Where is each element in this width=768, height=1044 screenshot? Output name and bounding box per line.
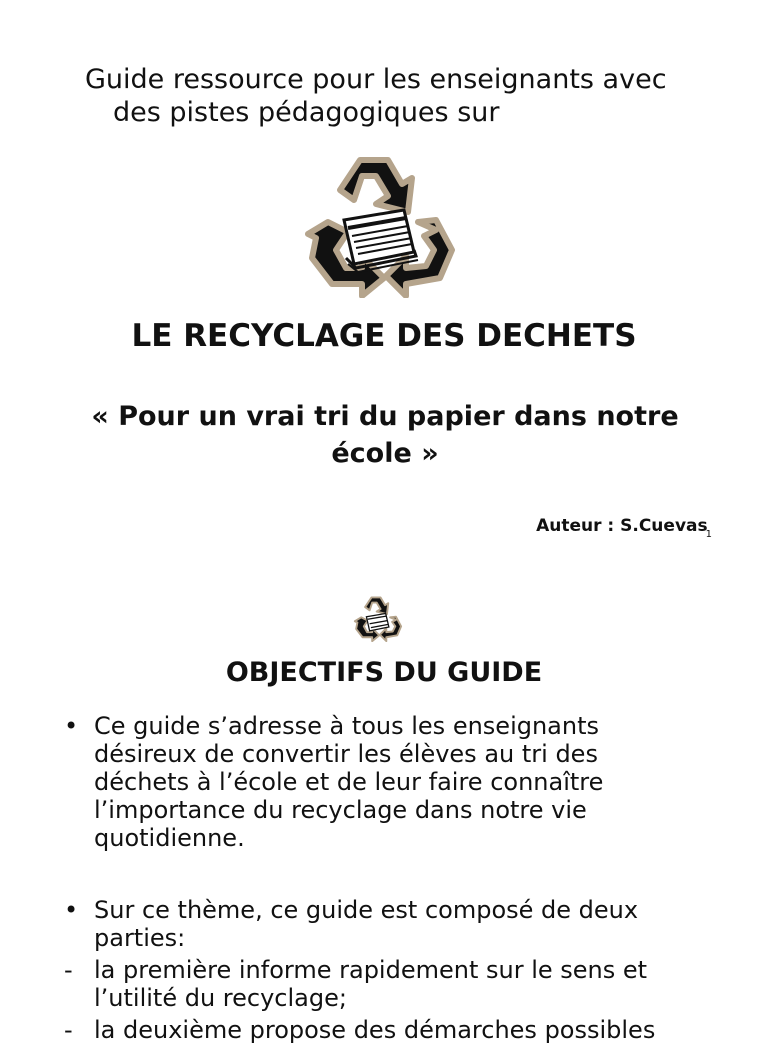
- list-item: [64, 712, 744, 852]
- bullet-marker: •: [64, 712, 79, 740]
- list-item-line: l’utilité du recyclage;: [94, 984, 347, 1012]
- document-subtitle: [40, 398, 730, 472]
- document-title: LE RECYCLAGE DES DECHETS: [131, 318, 637, 354]
- list-item-line: l’importance du recyclage dans notre vie: [94, 796, 587, 824]
- subtitle-line-1: « Pour un vrai tri du papier dans notre: [91, 401, 679, 432]
- list-item: [64, 1016, 744, 1044]
- footnote-marker: 1: [705, 529, 712, 540]
- list-item-line: parties:: [94, 924, 186, 952]
- subtitle-line-2: école »: [331, 438, 439, 469]
- recycle-newspaper-icon: [296, 150, 458, 298]
- intro-line-2: des pistes pédagogiques sur: [113, 97, 500, 128]
- list-item-line: quotidienne.: [94, 824, 245, 852]
- bullet-marker: •: [64, 896, 79, 924]
- list-item-line: désireux de convertir les élèves au tri des: [94, 740, 598, 768]
- dash-marker: -: [64, 956, 73, 984]
- list-item: [64, 896, 744, 952]
- list-item-line: la première informe rapidement sur le sens et: [94, 956, 648, 984]
- recycle-newspaper-small-icon: [351, 594, 403, 642]
- list-item-line: déchets à l’école et de leur faire connaître: [94, 768, 604, 796]
- intro-line-1: Guide ressource pour les enseignants avec: [85, 64, 667, 95]
- list-item-line: la deuxième propose des démarches possibles: [94, 1016, 656, 1044]
- author-text: Auteur : S.Cuevas: [536, 516, 708, 536]
- dash-marker: -: [64, 1016, 73, 1044]
- list-item-line: Ce guide s’adresse à tous les enseignants: [94, 712, 600, 740]
- list-item-line: Sur ce thème, ce guide est composé de deux: [94, 896, 639, 924]
- objectives-list: [64, 712, 744, 1044]
- list-item: [64, 956, 744, 1012]
- objectives-heading: OBJECTIFS DU GUIDE: [225, 657, 543, 688]
- author-line: [536, 516, 712, 540]
